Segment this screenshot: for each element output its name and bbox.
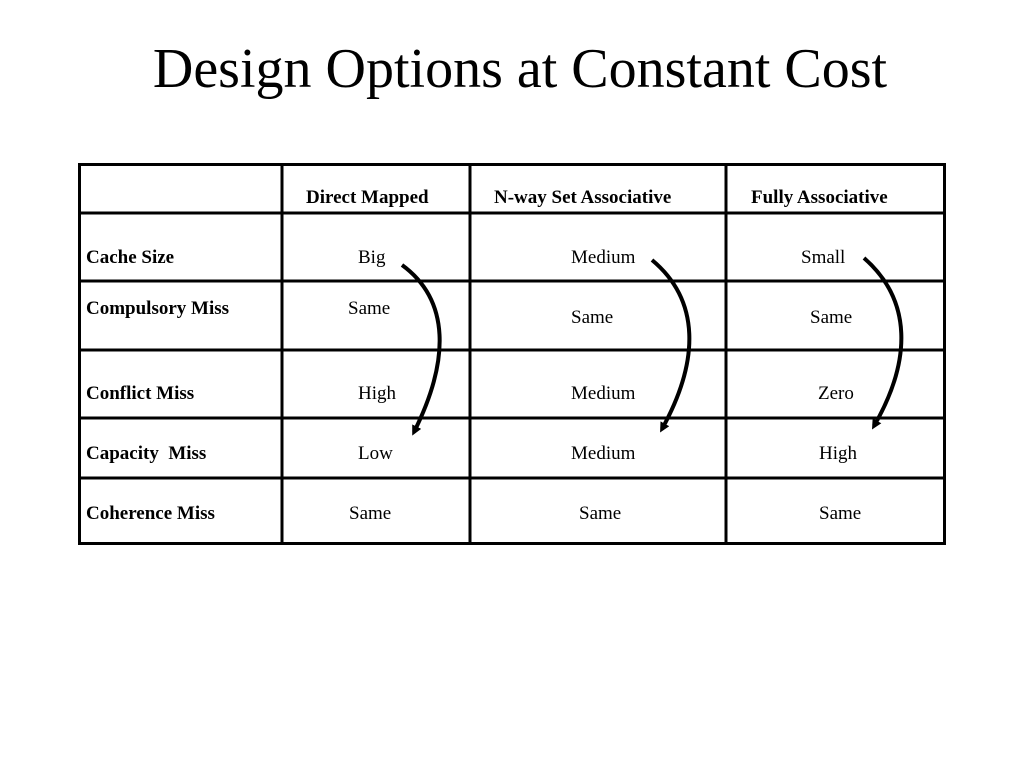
cache-size-direct-mapped: Big (358, 247, 386, 268)
conflict-miss-fully-associative: Zero (818, 383, 854, 404)
compulsory-miss-direct-mapped: Same (348, 298, 391, 319)
coherence-miss-n-way: Same (579, 503, 622, 524)
capacity-miss-direct-mapped: Low (358, 443, 393, 464)
capacity-miss-n-way: Medium (571, 443, 636, 464)
row-label-conflict-miss: Conflict Miss (86, 383, 195, 404)
comparison-table (78, 163, 946, 545)
coherence-miss-direct-mapped: Same (349, 503, 392, 524)
row-label-cache-size: Cache Size (86, 247, 175, 268)
compulsory-miss-n-way: Same (571, 307, 614, 328)
row-label-compulsory-miss: Compulsory Miss (86, 298, 230, 319)
capacity-miss-fully-associative: High (819, 443, 857, 464)
column-header-direct-mapped: Direct Mapped (306, 187, 429, 208)
coherence-miss-fully-associative: Same (819, 503, 862, 524)
conflict-miss-n-way: Medium (571, 383, 636, 404)
cache-size-n-way: Medium (571, 247, 636, 268)
column-header-fully-associative: Fully Associative (751, 187, 888, 208)
compulsory-miss-fully-associative: Same (810, 307, 853, 328)
cache-size-fully-associative: Small (801, 247, 846, 268)
column-header-n-way-set-associative: N-way Set Associative (494, 187, 672, 208)
slide-title: Design Options at Constant Cost (152, 38, 888, 100)
row-label-capacity-miss: Capacity Miss (86, 443, 207, 464)
conflict-miss-direct-mapped: High (358, 383, 396, 404)
table-grid-lines (78, 163, 946, 545)
row-label-coherence-miss: Coherence Miss (86, 503, 215, 524)
